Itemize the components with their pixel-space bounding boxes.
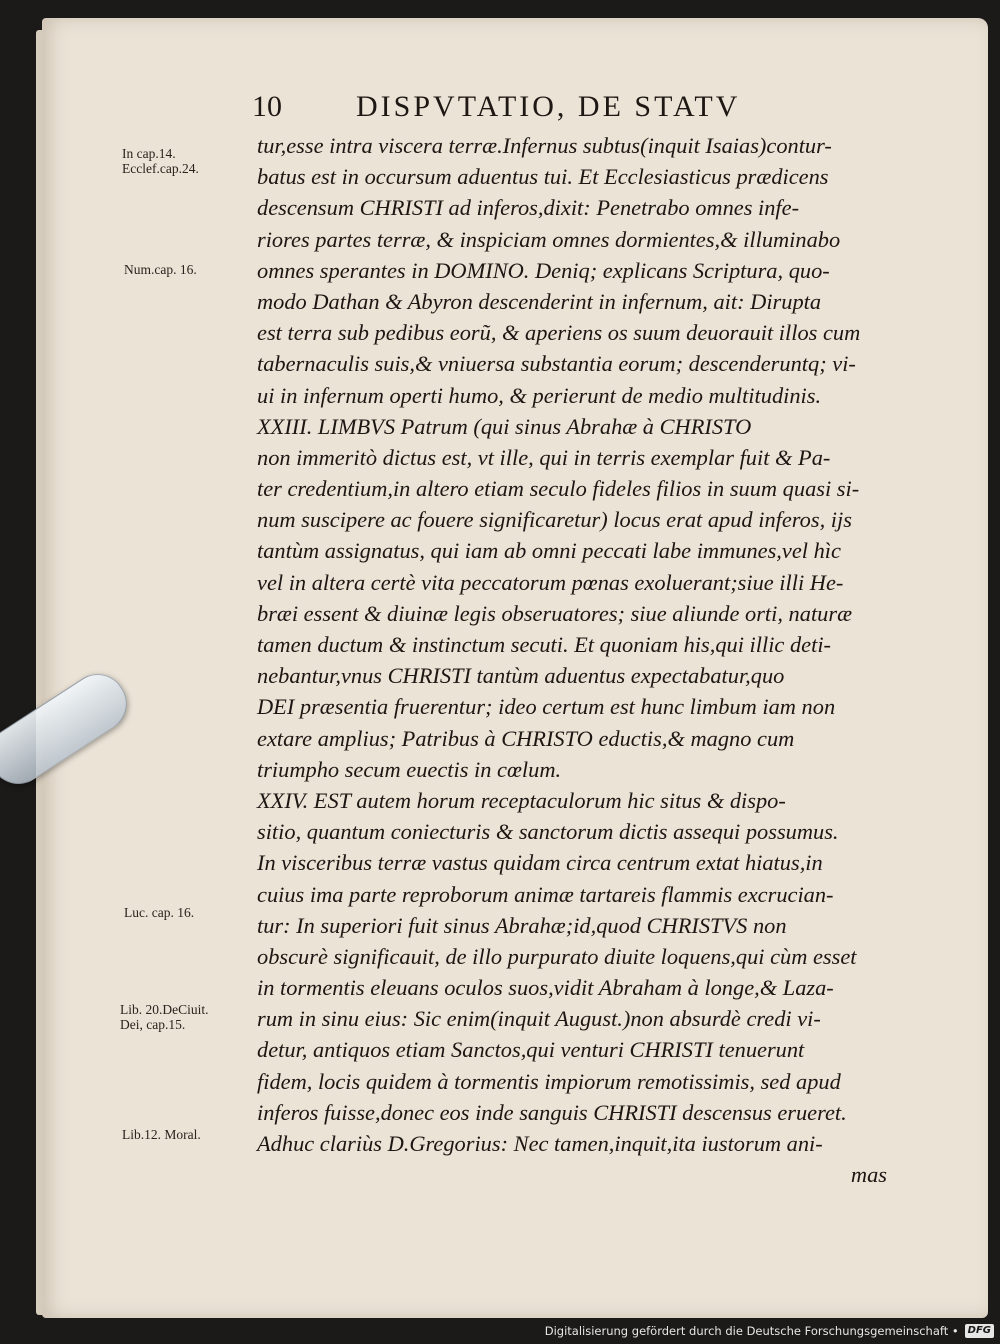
text-line: DEI præsentia fruerentur; ideo certum est hunc limbum iam non <box>257 694 836 720</box>
text-line: cuius ima parte reproborum animæ tartareis flammis excrucian- <box>257 881 834 907</box>
page-number: 10 <box>252 90 282 123</box>
text-line: sitio, quantum coniecturis & sanctorum dictis assequi possumus. <box>257 819 839 845</box>
text-line: XXIV. EST autem horum receptaculorum hic situs & dispo- <box>257 787 786 813</box>
text-line: batus est in occursum aduentus tui. Et Ecclesiasticus prædicens <box>257 164 829 190</box>
text-line: omnes sperantes in DOMINO. Deniq; explicans Scriptura, quo- <box>257 257 830 283</box>
marginal-note: Lib.12. Moral. <box>122 1127 201 1142</box>
text-line: in tormentis eleuans oculos suos,vidit Abraham à longe,& Laza- <box>257 975 834 1001</box>
text-line: inferos fuisse,donec eos inde sanguis CHRISTI descensus erueret. <box>257 1099 847 1125</box>
footer <box>545 1322 994 1340</box>
body-text <box>257 130 887 1190</box>
text-line: num suscipere ac fouere significaretur) locus erat apud inferos, ijs <box>257 507 852 533</box>
text-line: tur,esse intra viscera terræ.Infernus subtus(inquit Isaias)contur- <box>257 133 832 158</box>
text-line: obscurè significauit, de illo purpurato diuite loquens,qui cùm esset <box>257 943 857 969</box>
page-header <box>252 90 892 126</box>
text-line: nebantur,vnus CHRISTI tantùm aduentus expectabatur,quo <box>257 663 785 689</box>
text-line: bræi essent & diuinæ legis obseruatores; siue aliunde orti, naturæ <box>257 600 853 626</box>
marginal-note: Luc. cap. 16. <box>124 905 195 920</box>
text-line: extare amplius; Patribus à CHRISTO eductis,& magno cum <box>257 725 795 751</box>
text-line: non immeritò dictus est, vt ille, qui in terris exemplar fuit & Pa- <box>257 444 831 470</box>
text-line: Adhuc clariùs D.Gregorius: Nec tamen,inquit,ita iustorum ani- <box>257 1131 823 1156</box>
text-line: modo Dathan & Abyron descenderint in infernum, ait: Dirupta <box>257 288 822 314</box>
text-line: descensum CHRISTI ad inferos,dixit: Penetrabo omnes infe- <box>257 195 800 221</box>
text-line: tur: In superiori fuit sinus Abrahæ;id,quod CHRISTVS non <box>257 912 787 938</box>
text-line: ui in infernum operti humo, & perierunt de medio multitudinis. <box>257 382 822 408</box>
text-line: tantùm assignatus, qui iam ab omni peccati labe immunes,vel hìc <box>257 538 841 564</box>
text-line: In visceribus terræ vastus quidam circa centrum extat hiatus,in <box>257 850 823 876</box>
marginal-note: In cap.14. Ecclef.cap.24. <box>122 146 199 176</box>
running-head: DISPVTATIO, DE STATV <box>356 90 741 123</box>
text-line: tamen ductum & instinctum secuti. Et quoniam his,qui illic deti- <box>257 632 832 657</box>
text-line: XXIII. LIMBVS Patrum (qui sinus Abrahæ à CHRISTO <box>257 413 752 439</box>
text-line: vel in altera certè vita peccatorum pœnas exoluerant;siue illi He- <box>257 569 844 595</box>
text-line: rum in sinu eius: Sic enim(inquit August.)non absurdè credi vi- <box>257 1006 821 1032</box>
dfg-logo: DFG <box>965 1324 994 1338</box>
catchword: mas <box>850 1162 887 1188</box>
text-line: tabernaculis suis,& vniuersa substantia eorum; descenderuntq; vi- <box>257 351 856 377</box>
text-line: est terra sub pedibus eorũ, & aperiens os suum deuorauit illos cum <box>257 320 861 346</box>
text-line: detur, antiquos etiam Sanctos,qui venturi CHRISTI tenuerunt <box>257 1037 805 1063</box>
text-line: ter credentium,in altero etiam seculo fideles filios in suum quasi si- <box>257 476 860 502</box>
text-line: riores partes terræ, & inspiciam omnes dormientes,& illuminabo <box>257 226 841 252</box>
text-line: fidem, locis quidem à tormentis impiorum remotissimis, sed apud <box>257 1068 841 1094</box>
marginal-note: Lib. 20.DeCiuit. Dei, cap.15. <box>120 1002 209 1032</box>
marginal-note: Num.cap. 16. <box>124 262 197 277</box>
footer-credit: Digitalisierung gefördert durch die Deutsche Forschungsgemeinschaft • <box>544 1324 959 1338</box>
text-line: triumpho secum euectis in cœlum. <box>257 756 562 782</box>
